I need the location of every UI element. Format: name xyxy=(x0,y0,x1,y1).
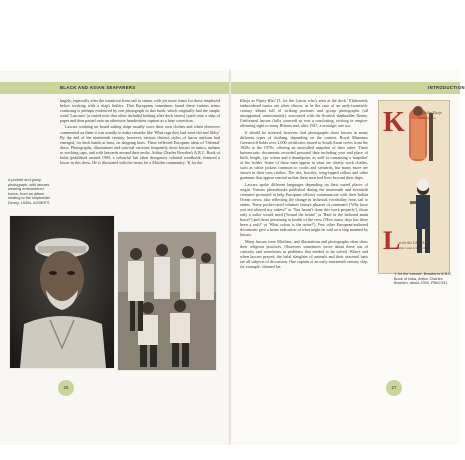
lascar-group-illustration xyxy=(118,232,216,370)
lascar-portrait-photo xyxy=(10,216,114,368)
card-text-k: is for the Khoja xyxy=(419,111,442,115)
left-running-header xyxy=(0,82,229,94)
left-paragraph-1: hugely, especially after the transition from sail to steam, with yet more terms for those employed below working with a ship's boilers. That Europeans sometimes found these various terms confusing is perhaps evidenced by one photograph in this book, which originally had the simple word 'Lascaars' (a varied note that often included looking after deck stores) typed onto a strip of paper and then pasted onto an otherwise handwritten caption as a later correction. xyxy=(60,98,220,124)
right-paragraph-3: Lascars spoke different languages depending on their varied places of origin. Various phrasebooks published during the nineteenth and twentieth centuries promised to help European officers communicate with their Indian Ocean crews, also reflecting the change in technical vocabulary from sail to steam. These pocket-sized volumes feature phrases of command ('Why have you not obeyed my orders?' or 'You haven't done this work properly'), those only a sailor would need ('Sound the beam!' or 'Haul in the larboard main brace!') and those pertaining to health of the crew ('How many days has there been a rash?' or 'What colour is the urine?'). Few other European-authored documents give a better indication of what might be said on a ship manned by lascars. xyxy=(240,181,368,238)
right-running-header xyxy=(231,82,465,94)
letter-k-glyph: K xyxy=(383,107,405,138)
lascar-portrait-illustration xyxy=(10,216,114,368)
right-running-title: INTRODUCTION xyxy=(428,85,465,90)
left-page-number: 26 xyxy=(58,380,74,396)
card-subtext-l: who's seen at the dock xyxy=(399,246,426,250)
right-illustration-caption: 'L for the Lascar', Bowden's A.B.C. Book of India, Arthur Charles Bowden, about 1900. PBN7431 xyxy=(394,272,452,286)
lascar-group-photo xyxy=(118,232,216,370)
left-running-title: BLACK AND ASIAN SEAFARERS xyxy=(60,85,136,90)
left-paragraph-2: Lascars working on board sailing ships usually wore their own clothes and when observers commented on them it was usually to make remarks like 'What rags they had were old and filthy.' By the end of the nineteenth century, however, various distinct styles of lascar uniform had emerged, for deck hands at least, on shipping lines. These reflected European ideas of 'Oriental' dress. Photographs, illustrations and satirical cartoons frequently show lascars in tunics, turbans or stocking caps, and with lanyards around their necks. Arthur Charles Bowden's A.B.C. Book of India (published around 1900, a colourful but often derogatory colonial wordbook, featured a lascar in this dress. He is illustrated with the terms for a Muslim community: 'K for the xyxy=(60,124,220,166)
right-paragraph-1: Khoja as Pipsty Riss' ('L for the Lascar who's seen at the dock.' Elaborately embroidered tunics are often shown, as in the case of an early-twentieth-century album full of striking portraits and group photographs (all unsupported, unfortunately), associated with the Scottish shipbuilder Denny. Uniformed lascars (fully sourced) so was a comforting, reciting or empire-affirming sight to many Britons and, after 1947, a nostalgic one too. xyxy=(240,98,368,129)
card-text-l: is for the LASCAR xyxy=(399,241,427,245)
right-page-number: 27 xyxy=(386,380,402,396)
book-gutter xyxy=(229,70,231,445)
letter-l-glyph: L xyxy=(383,226,401,255)
abc-book-illustration xyxy=(378,100,450,274)
left-body-text xyxy=(60,98,220,206)
left-photo-caption: A portrait and group photograph, with lascars wearing embroidered tunics, from an album relating to the shipbuilder Denny, 1930s, ACBRITS xyxy=(8,178,51,205)
right-paragraph-4: Many lascars were Muslims, and illustrations and photographs often show their religious practices. Observers sometimes wrote about these out of curiosity and sometimes as problems that needed to be solved. Where and when lascars prayed, the halal slaughter of animals and their seasonal fasts are all subjects of discussion. One captain of an early nineteenth century ship, for example, claimed his xyxy=(240,238,368,269)
card-subtext-k: as Pipsty Riss xyxy=(419,116,436,120)
right-body-text xyxy=(240,98,368,370)
right-paragraph-2: It should be stressed, however, that photographs show lascars in many different types of clothing, depending on the context. Royal Museums Greenwich holds over 2,000 certificates issued to South Asian crews from the 1920s to the 1970s, offering an unrivalled snapshot of their attire. These bureaucratic documents recorded personal data including year and place of birth, height, eye colour and a thumbprint, as well as containing a 'snapshot' of the holder. Some of these men appear in what are clearly work clothes, such as white jackets common to cooks and stewards, but many more are shown in their own clothes. The ties, bowties, wing-tipped collars and other garments that appear remind us that these men had lives beyond their ships. xyxy=(240,129,368,181)
